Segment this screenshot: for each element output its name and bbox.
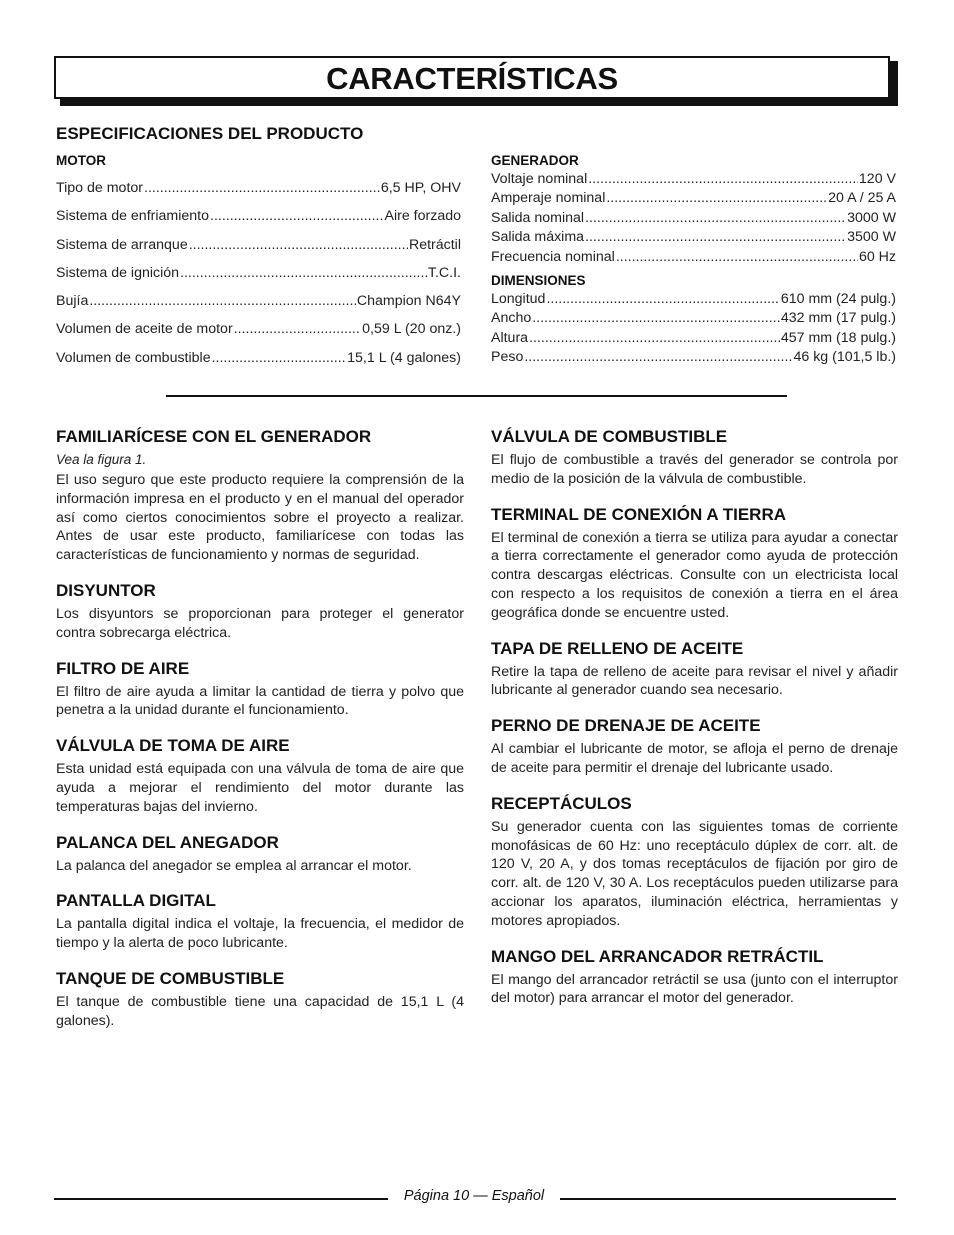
section-divider [166, 395, 787, 397]
section-text: El uso seguro que este producto requiere la comprensión de la información impresa en el producto y en el manual del operador así como ciertos conocimientos sobre el proyecto a realizar. Antes de usar este producto, familiarícese con todas las características de funcionamiento y normas de seguridad. [56, 472, 464, 564]
dimensiones-spec-list [491, 291, 896, 369]
generador-heading: GENERADOR [491, 153, 579, 168]
spec-row: Volumen de combustible ..... 15,1 L (4 galones) [56, 350, 461, 378]
section-text: Retire la tapa de relleno de aceite para revisar el nivel y añadir lubricante al generador cuando sea necesario. [491, 663, 898, 699]
feature-section [491, 794, 898, 931]
figure-note: Vea la figura 1. [56, 452, 147, 467]
section-title: RECEPTÁCULOS [491, 793, 632, 813]
spec-row: Longitud ..... 610 mm (24 pulg.) [491, 291, 896, 310]
spec-row: Altura ..... 457 mm (18 pulg.) [491, 330, 896, 349]
section-text: La palanca del anegador se emplea al arrancar el motor. [56, 857, 412, 874]
section-text: La pantalla digital indica el voltaje, la frecuencia, el medidor de tiempo y la alerta de poco lubricante. [56, 916, 464, 952]
spec-row: Amperaje nominal ..... 20 A / 25 A [491, 190, 896, 209]
feature-section [56, 427, 464, 565]
spec-row: Frecuencia nominal ..... 60 Hz [491, 249, 896, 268]
spec-row: Tipo de motor ..... 6,5 HP, OHV [56, 180, 461, 208]
right-column [491, 427, 898, 1024]
dimensiones-heading: DIMENSIONES [491, 273, 586, 288]
section-text: El terminal de conexión a tierra se utiliza para ayudar a conectar a tierra correctamente el generador como ayuda de protección contra descargas eléctricas. Consulte con un electricista local con respecto a los requisitos de conexión a tierra en el área geográfica donde se encuentre usted. [491, 529, 898, 621]
spec-row: Salida máxima ..... 3500 W [491, 229, 896, 248]
spec-row: Bujía ..... Champion N64Y [56, 293, 461, 321]
spec-row: Salida nominal ..... 3000 W [491, 210, 896, 229]
feature-section [56, 736, 464, 816]
section-title: FILTRO DE AIRE [56, 658, 190, 678]
section-title: TERMINAL DE CONEXIÓN A TIERRA [491, 504, 786, 524]
left-column [56, 427, 464, 1047]
section-title: DISYUNTOR [56, 580, 156, 600]
feature-section [491, 505, 898, 623]
title-banner [54, 56, 890, 99]
section-title: VÁLVULA DE TOMA DE AIRE [56, 736, 290, 756]
page-title: CARACTERÍSTICAS [326, 61, 618, 96]
feature-section [56, 833, 464, 876]
spec-row: Sistema de enfriamiento ..... Aire forzado [56, 208, 461, 236]
feature-section [56, 659, 464, 721]
feature-section [56, 891, 464, 953]
spec-row: Sistema de ignición ..... T.C.I. [56, 265, 461, 293]
specs-heading: ESPECIFICACIONES DEL PRODUCTO [56, 124, 364, 143]
spec-row: Sistema de arranque ..... Retráctil [56, 237, 461, 265]
footer-rule-left [54, 1198, 388, 1200]
section-text: El tanque de combustible tiene una capacidad de 15,1 L (4 galones). [56, 993, 464, 1029]
footer-rule-right [560, 1198, 896, 1200]
section-title: TAPA DE RELLENO DE ACEITE [491, 638, 744, 658]
section-title: TANQUE DE COMBUSTIBLE [56, 968, 285, 988]
section-text: El filtro de aire ayuda a limitar la cantidad de tierra y polvo que penetra a la unidad durante el funcionamiento. [56, 683, 464, 719]
section-text: Su generador cuenta con las siguientes tomas de corriente monofásicas de 60 Hz: uno receptáculo dúplex de corr. alt. de 120 V, 20 A, y dos tomas receptáculos de fijación por giro de corr. alt. de 120 V, 30 A. Los receptáculos pueden utilizarse para accionar los aparatos, iluminación eléctrica, herramientas y motores apropiados. [491, 818, 898, 929]
motor-heading: MOTOR [56, 153, 106, 168]
spec-row: Peso ..... 46 kg (101,5 lb.) [491, 349, 896, 368]
motor-spec-list [56, 180, 461, 378]
section-text: El mango del arrancador retráctil se usa (junto con el interruptor del motor) para arrancar el motor del generador. [491, 971, 898, 1007]
feature-section [491, 716, 898, 778]
section-text: Los disyuntors se proporcionan para proteger el generator contra sobrecarga eléctrica. [56, 605, 464, 641]
section-title: MANGO DEL ARRANCADOR RETRÁCTIL [491, 946, 824, 966]
section-title: PERNO DE DRENAJE DE ACEITE [491, 716, 761, 736]
page-footer: Página 10 — Español [403, 1188, 545, 1204]
section-text: Al cambiar el lubricante de motor, se afloja el perno de drenaje de aceite para permitir el drenaje del lubricante usado. [491, 741, 898, 776]
section-title: PANTALLA DIGITAL [56, 891, 216, 911]
section-text: El flujo de combustible a través del generador se controla por medio de la posición de la válvula de combustible. [491, 452, 898, 487]
section-title: VÁLVULA DE COMBUSTIBLE [491, 427, 728, 446]
feature-section [491, 639, 898, 701]
spec-row: Volumen de aceite de motor ..... 0,59 L (20 onz.) [56, 321, 461, 349]
section-title: FAMILIARÍCESE CON EL GENERADOR [56, 427, 372, 446]
spec-row: Ancho ..... 432 mm (17 pulg.) [491, 310, 896, 329]
spec-row: Voltaje nominal ..... 120 V [491, 171, 896, 190]
section-title: PALANCA DEL ANEGADOR [56, 832, 279, 852]
section-text: Esta unidad está equipada con una válvula de toma de aire que ayuda a mejorar el rendimiento del motor durante las temperaturas bajas del invierno. [56, 761, 464, 815]
generador-spec-list [491, 171, 896, 268]
feature-section [56, 581, 464, 643]
feature-section [491, 947, 898, 1009]
feature-section [56, 969, 464, 1031]
feature-section [491, 427, 898, 489]
